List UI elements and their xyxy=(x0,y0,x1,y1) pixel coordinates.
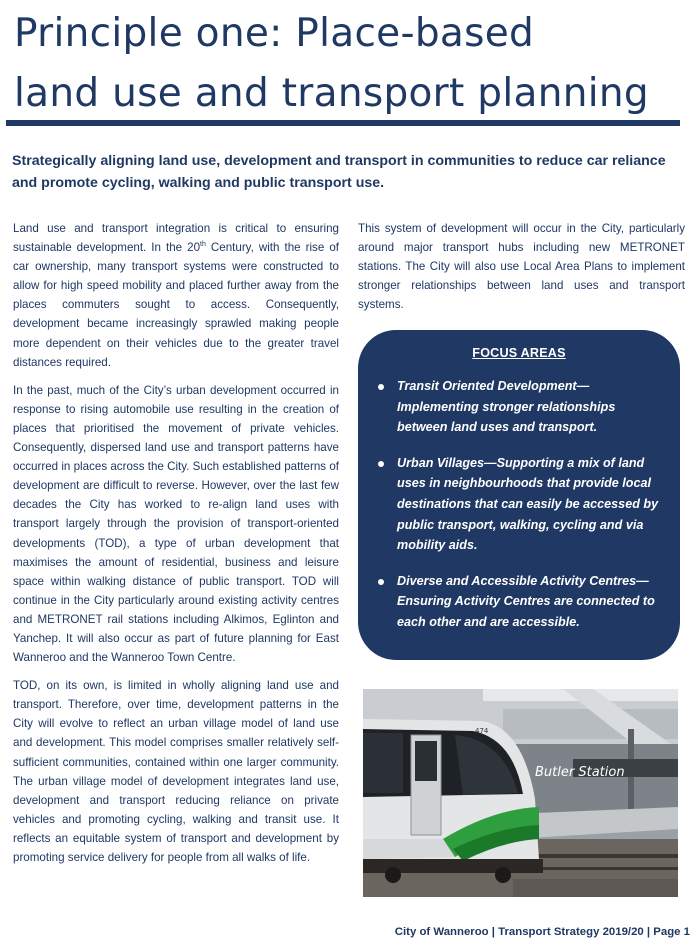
bullet-icon xyxy=(378,461,384,467)
focus-item-text: Diverse and Accessible Activity Centres—Ensuring Activity Centres are connected to each other and are accessible. xyxy=(397,573,655,629)
focus-areas-heading: FOCUS AREAS xyxy=(472,346,566,360)
superscript-th: th xyxy=(200,241,206,249)
station-sign: Butler Station xyxy=(535,765,625,780)
list-item xyxy=(376,571,662,633)
list-item xyxy=(376,376,662,438)
title-line-1: Principle one: Place-based xyxy=(14,11,535,56)
title-divider xyxy=(6,120,680,126)
subtitle: Strategically aligning land use, development and transport in communities to reduce car reliance and promote cycling, walking and public transport use. xyxy=(12,153,666,191)
paragraph-1-part-b: Century, with the rise of car ownership, many transport systems were constructed to allow for high speed mobility and placed further away from the places commuters sought to access. Consequently, development became increasingly sprawled making people more dependent on their vehicles due to the greater travel distances required. xyxy=(13,241,339,369)
focus-item-text: Transit Oriented Development—Implementing stronger relationships between land uses and transport. xyxy=(397,379,616,435)
right-paragraph: This system of development will occur in the City, particularly around major transport hubs including new METRONET stations. The City will also use Local Area Plans to implement stronger relationships between land uses and transport systems. xyxy=(358,222,685,312)
page-footer: City of Wanneroo | Transport Strategy 2019/20 | Page 1 xyxy=(394,926,690,938)
paragraph-2: In the past, much of the City’s urban development occurred in response to rising automobile use resulting in the creation of places that prioritised the movement of private vehicles. Consequently, dispersed land use and transport patterns have occurred in places across the City. Such established patterns of development are difficult to reverse. However, over the last few decades the City has worked to re-align land uses with transport largely through the provision of transport-oriented developments (TOD), a type of urban development that maximises the amount of residential, business and leisure space within walking distance of public transport. TOD will continue in the City particularly around existing activity centres and METRONET rail stations including Alkimos, Eglinton and Yanchep. It will also occur as part of future planning for East Wanneroo and the Wanneroo Town Centre. xyxy=(13,383,339,665)
title-line-2: land use and transport planning xyxy=(14,71,649,116)
focus-areas-list xyxy=(376,376,662,633)
focus-areas-box xyxy=(358,330,680,660)
train-photo xyxy=(363,689,678,897)
focus-item-text: Urban Villages—Supporting a mix of land uses in neighbourhoods that provide local destinations that can easily be accessed by public transport, walking, cycling and via mobility aids. xyxy=(397,455,659,553)
bullet-icon xyxy=(378,384,384,390)
train-number: 474 xyxy=(475,727,489,735)
paragraph-1 xyxy=(13,219,339,372)
bullet-icon xyxy=(378,579,384,585)
paragraph-3: TOD, on its own, is limited in wholly aligning land use and transport. Therefore, over time, development patterns in the City will evolve to reflect an urban village model of land use and development. This model comprises smaller relatively self-sufficient communities, contained within one larger community. The urban village model of development integrates land use, development and transport reducing reliance on private vehicles and promoting cycling, walking and transit use. It reflects an equitable system of transport and development by promoting service delivery for people from all walks of life. xyxy=(13,679,339,864)
left-column xyxy=(13,219,339,876)
train-station-illustration xyxy=(363,689,678,897)
page-title xyxy=(14,4,684,124)
list-item xyxy=(376,453,662,556)
paragraph-1-part-a: Land use and transport integration is critical to ensuring sustainable development. In the 20 xyxy=(13,222,339,255)
